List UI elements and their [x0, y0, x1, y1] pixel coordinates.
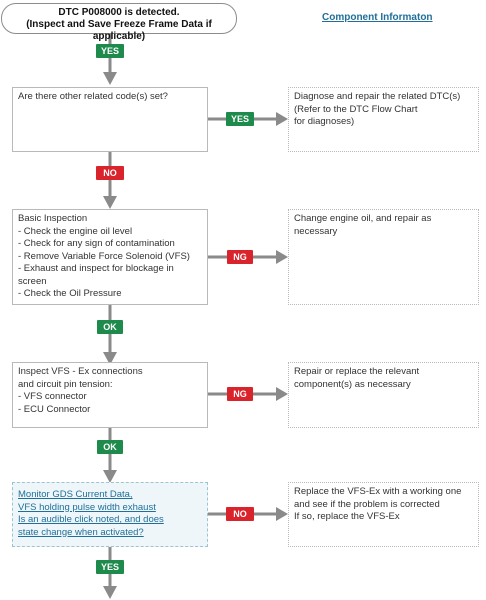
action-diagnose-related-dtc [288, 87, 479, 152]
action-line: and see if the problem is corrected [294, 498, 440, 510]
step-related-codes [12, 87, 208, 152]
step-line: screen [18, 275, 47, 287]
arrowhead [103, 72, 117, 85]
action-line: necessary [294, 225, 338, 237]
arrowhead [276, 387, 288, 401]
action-line: Replace the VFS-Ex with a working one [294, 486, 462, 497]
action-line: (Refer to the DTC Flow Chart [294, 103, 418, 115]
yes-badge: YES [226, 112, 254, 126]
step-line: state change when activated? [18, 526, 144, 538]
step-basic-inspection [12, 209, 208, 305]
yes-badge: YES [96, 560, 124, 574]
ng-badge: NG [227, 387, 253, 401]
component-information-link[interactable]: Component Informaton [322, 12, 433, 23]
start-line-1: DTC P008000 is detected. [58, 7, 180, 18]
step-line: - Check the Oil Pressure [18, 288, 122, 299]
step-line: - ECU Connector [18, 403, 91, 415]
step-line: - Check for any sign of contamination [18, 238, 175, 249]
action-repair-replace-component [288, 362, 479, 428]
action-line: Change engine oil, and repair as [294, 213, 432, 224]
arrowhead [103, 586, 117, 599]
arrowhead [103, 196, 117, 209]
arrowhead [276, 250, 288, 264]
action-line: component(s) as necessary [294, 378, 411, 390]
step-line: and circuit pin tension: [18, 378, 113, 390]
step-line: Monitor GDS Current Data, [18, 489, 133, 500]
action-change-engine-oil [288, 209, 479, 305]
action-line: If so, replace the VFS-Ex [294, 511, 400, 522]
action-line: for diagnoses) [294, 116, 355, 127]
step-inspect-vfs-connections [12, 362, 208, 428]
ng-badge: NG [227, 250, 253, 264]
step-monitor-gds-data [12, 482, 208, 547]
step-line: - Remove Variable Force Solenoid (VFS) [18, 250, 190, 262]
vfs-holding-pulse-link[interactable]: VFS holding pulse width exhaust [18, 501, 156, 513]
step-line: - Exhaust and inspect for blockage in [18, 263, 174, 274]
step-line: Basic Inspection [18, 213, 88, 224]
arrowhead [276, 112, 288, 126]
action-line: Diagnose and repair the related DTC(s) [294, 91, 461, 102]
step-line: Are there other related code(s) set? [18, 91, 168, 102]
start-terminal [1, 3, 237, 42]
yes-badge: YES [96, 44, 124, 58]
action-replace-vfs-ex [288, 482, 479, 547]
no-badge: NO [96, 166, 124, 180]
action-line: Repair or replace the relevant [294, 366, 420, 377]
no-badge: NO [226, 507, 254, 521]
step-line: Is an audible click noted, and does [18, 514, 164, 525]
start-line-2: (Inspect and Save Freeze Frame Data if applicable) [26, 19, 212, 42]
step-line: Inspect VFS - Ex connections [18, 366, 143, 377]
ok-badge: OK [97, 440, 123, 454]
ok-badge: OK [97, 320, 123, 334]
arrowhead [276, 507, 288, 521]
step-line: - Check the engine oil level [18, 225, 133, 237]
step-line: - VFS connector [18, 391, 87, 402]
